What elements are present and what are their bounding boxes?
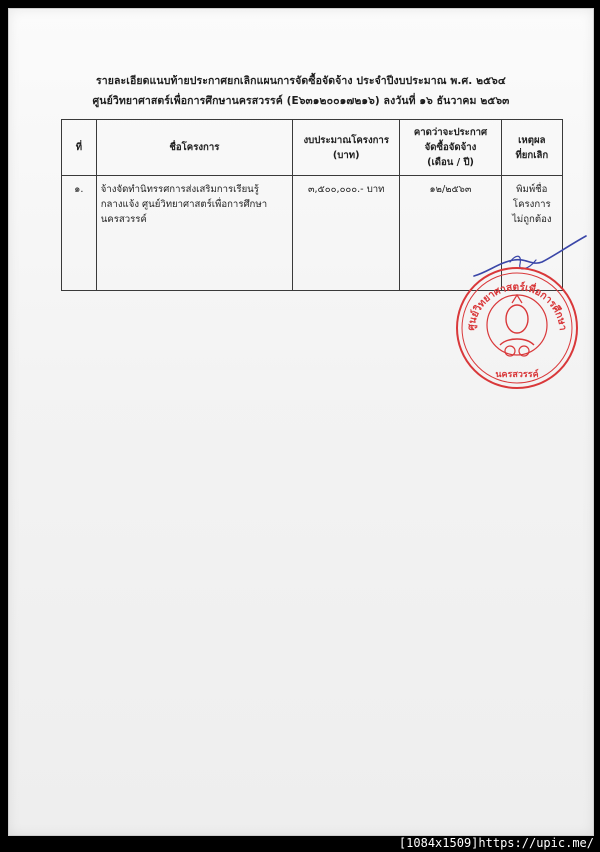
header-reason-line-1: เหตุผล: [518, 134, 546, 146]
header-project-name-label: ชื่อโครงการ: [169, 142, 220, 153]
reason-line-2: โครงการ: [512, 199, 551, 210]
header-reason: [501, 120, 562, 176]
table-header-row: [62, 120, 563, 176]
stamp-ring-text: [466, 281, 568, 331]
header-plan-line-2: จัดซื้อจัดจ้าง: [424, 142, 477, 153]
stamp-bottom-text: นครสวรรค์: [495, 370, 539, 380]
header-planned-date: [400, 120, 501, 176]
header-no-label: ที่: [75, 142, 83, 153]
document-title-line-1: รายละเอียดแนบท้ายประกาศยกเลิกแผนการจัดซื้อจัดจ้าง ประจำปีงบประมาณ พ.ศ. ๒๕๖๔: [96, 75, 506, 87]
header-reason-line-2: ที่ยกเลิก: [515, 149, 549, 161]
header-project-name: [96, 120, 292, 176]
header-budget: [293, 120, 400, 176]
document-page: [8, 8, 594, 836]
row-budget: ๓,๕๐๐,๐๐๐.- บาท: [293, 176, 400, 291]
document-title-line-2: ศูนย์วิทยาศาสตร์เพื่อการศึกษานครสวรรค์ (E๖๓๑๒๐๐๑๗๒๑๖) ลงวันที่ ๑๖ ธันวาคม ๒๕๖๓: [92, 95, 510, 107]
official-seal-stamp: [452, 263, 582, 393]
row-project-name: [96, 176, 292, 291]
header-plan-line-3: (เดือน / ปี): [427, 157, 474, 168]
reason-line-1: พิมพ์ชื่อ: [516, 184, 548, 195]
image-host-watermark: [1084x1509]https://upic.me/: [398, 836, 594, 850]
project-name-line-3: นครสวรรค์: [100, 214, 147, 225]
header-no: [62, 120, 97, 176]
header-budget-line-2: (บาท): [332, 149, 360, 161]
project-name-line-2: กลางแจ้ง ศูนย์วิทยาศาสตร์เพื่อการศึกษา: [100, 199, 268, 210]
header-budget-line-1: งบประมาณโครงการ: [303, 134, 389, 146]
project-name-line-1: จ้างจัดทำนิทรรศการส่งเสริมการเรียนรู้: [100, 184, 259, 195]
header-plan-line-1: คาดว่าจะประกาศ: [413, 127, 488, 138]
row-no: ๑.: [62, 176, 97, 291]
reason-line-3: ไม่ถูกต้อง: [512, 214, 552, 225]
stamp-ring-textpath: ศูนย์วิทยาศาสตร์เพื่อการศึกษา: [465, 281, 568, 332]
row-planned-date: ๑๒/๒๕๖๓: [400, 176, 501, 291]
